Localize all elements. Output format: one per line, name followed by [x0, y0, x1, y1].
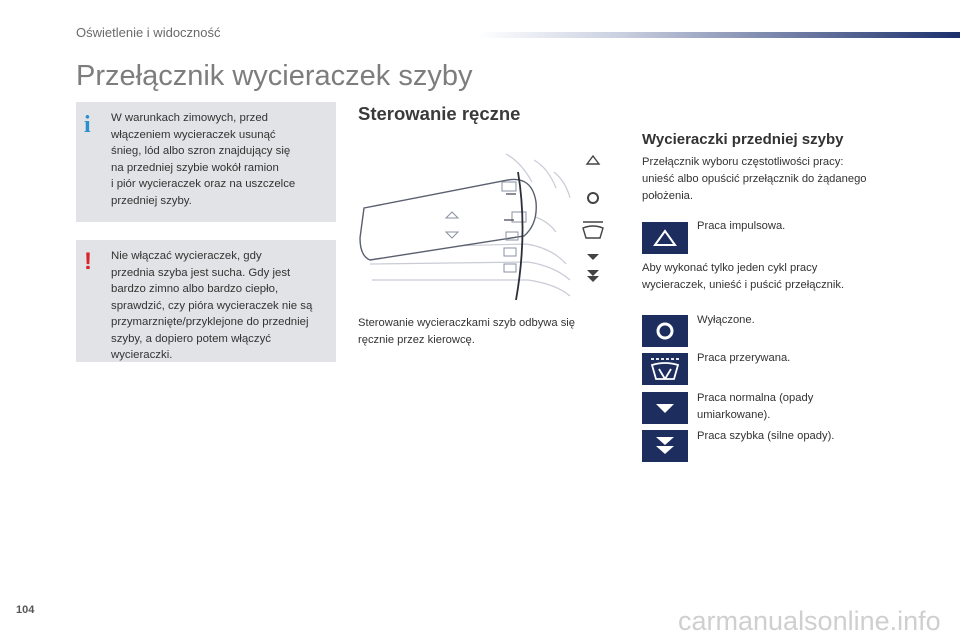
mode-label-intermittent: Praca przerywana.	[697, 352, 791, 364]
warning-line: szyby, a dopiero potem włączyć	[111, 332, 271, 345]
mode-label-fast: Praca szybka (silne opady).	[697, 430, 835, 442]
circle-off-icon	[588, 193, 598, 203]
info-box	[76, 102, 336, 222]
intermittent-wiper-icon	[583, 222, 603, 238]
section-title-manual: Sterowanie ręczne	[358, 103, 521, 124]
intro-line: położenia.	[642, 190, 694, 202]
info-line: W warunkach zimowych, przed	[111, 112, 268, 124]
caption-line: Sterowanie wycieraczkami szyb odbywa się	[358, 317, 575, 329]
warning-line: przymarznięte/przyklejone do przedniej	[111, 316, 309, 328]
warning-line: przednia szyba jest sucha. Gdy jest	[111, 266, 291, 279]
stalk-positions-legend	[578, 152, 608, 284]
mode-icon-fast	[642, 430, 688, 462]
intermittent-wiper-icon	[647, 355, 683, 383]
mode-icon-intermittent	[642, 353, 688, 385]
note-line: wycieraczek, unieść i puścić przełącznik.	[642, 279, 845, 291]
illustration-caption	[358, 315, 608, 348]
wiper-stalk-illustration	[356, 152, 612, 300]
intro-line: unieść albo opuścić przełącznik do żądanego	[642, 173, 867, 185]
caption-line: ręcznie przez kierowcę.	[358, 333, 475, 346]
warning-icon: !	[84, 248, 92, 275]
header-bar	[478, 32, 960, 38]
warning-line: wycieraczki.	[111, 349, 173, 361]
note-line: Aby wykonać tylko jeden cykl pracy	[642, 262, 818, 274]
single-chevron-down-icon	[587, 254, 599, 260]
double-chevron-down-icon	[587, 270, 599, 282]
single-chevron-down-icon	[653, 398, 677, 418]
watermark: carmanualsonline.info	[678, 606, 941, 636]
section-header: Oświetlenie i widoczność	[76, 25, 221, 40]
double-chevron-down-icon	[653, 434, 677, 458]
mode-label-normal-text: Praca normalna (opady umiarkowane).	[697, 392, 814, 421]
info-icon: i	[84, 112, 91, 138]
front-wipers-intro	[642, 154, 907, 205]
info-line: śnieg, lód albo szron znajdujący się	[111, 145, 291, 157]
warning-text	[111, 248, 333, 364]
page-number: 104	[16, 604, 35, 616]
mode-label-normal	[697, 390, 897, 424]
info-line: włączeniem wycieraczek usunąć	[111, 128, 276, 141]
warning-line: sprawdzić, czy pióra wycieraczek nie są	[111, 299, 313, 312]
info-line: przedniej szyby.	[111, 194, 192, 207]
info-line: i piór wycieraczek oraz na uszczelce	[111, 178, 296, 190]
mode-icon-off	[642, 315, 688, 347]
mode-label-impulse: Praca impulsowa.	[697, 220, 786, 232]
circle-off-icon	[653, 319, 677, 343]
mode-icon-impulse	[642, 222, 688, 254]
info-line: na przedniej szybie wokół ramion	[111, 161, 279, 174]
warning-line: bardzo zimno albo bardzo ciepło,	[111, 283, 279, 295]
warning-box	[76, 240, 336, 362]
page-title: Przełącznik wycieraczek szyby	[76, 60, 473, 92]
intro-line: Przełącznik wyboru częstotliwości pracy:	[642, 156, 844, 168]
warning-line: Nie włączać wycieraczek, gdy	[111, 250, 262, 262]
mode-icon-normal	[642, 392, 688, 424]
single-cycle-note	[642, 260, 907, 294]
mode-label-off: Wyłączone.	[697, 314, 755, 326]
chevron-up-icon	[651, 227, 679, 249]
chevron-up-icon	[587, 156, 599, 164]
info-text	[111, 110, 333, 209]
section-title-front-wipers: Wycieraczki przedniej szyby	[642, 131, 844, 148]
